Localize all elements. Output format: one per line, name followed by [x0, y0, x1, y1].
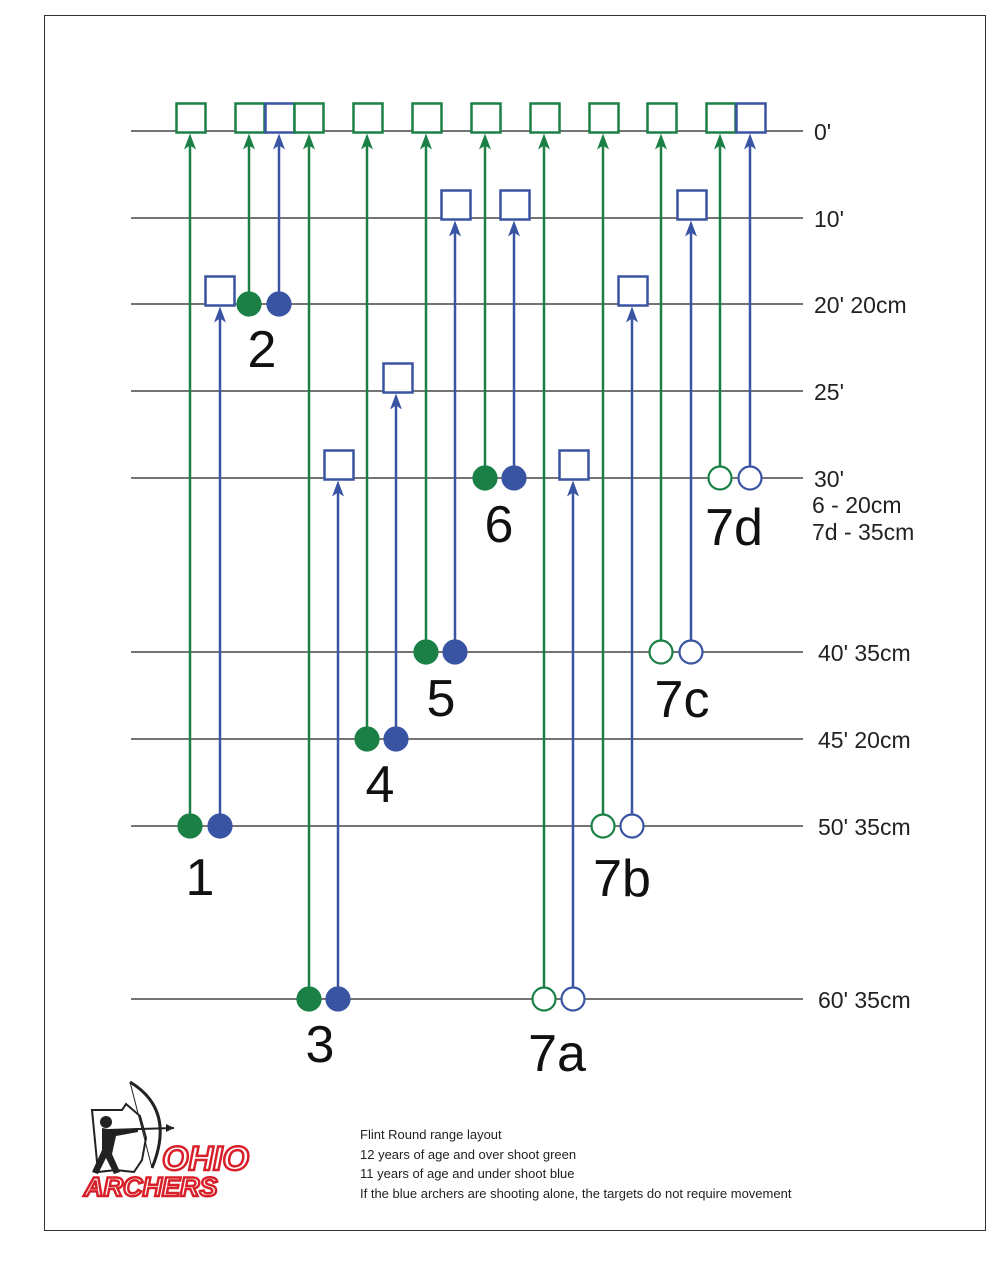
station-2-green-lane — [236, 104, 265, 316]
shooting-lanes — [177, 104, 766, 1011]
footer-notes — [360, 1125, 791, 1203]
station-7c-green-lane — [648, 104, 677, 664]
station-3-green-lane — [295, 104, 324, 1011]
footer-green-note: 12 years of age and over shoot green — [360, 1146, 577, 1162]
station-7b-green-lane-target — [590, 104, 619, 133]
station-5-blue-lane-target — [442, 191, 471, 220]
station-2-green-lane-stake — [238, 293, 261, 316]
station-7d-blue-lane — [737, 104, 766, 490]
station-labels — [186, 321, 763, 1083]
station-4-blue-lane — [384, 364, 413, 751]
station-3-blue-lane-target — [325, 451, 354, 480]
station-2-blue-lane-target — [266, 104, 295, 133]
station-5-green-lane — [413, 104, 442, 664]
station-6-green-lane-stake — [474, 467, 497, 490]
station-label-5: 5 — [426, 670, 456, 728]
logo-archers-text: ARCHERS — [84, 1172, 218, 1202]
station-6-blue-lane-stake — [503, 467, 526, 490]
station-7d-green-lane — [707, 104, 736, 490]
station-label-7b: 7b — [593, 850, 651, 908]
distance-label-20: 20' 20cm — [814, 292, 907, 318]
station-7d-green-lane-stake — [709, 467, 732, 490]
station-7a-blue-lane-stake — [562, 988, 585, 1011]
station-6-green-lane — [472, 104, 501, 490]
station-7c-green-lane-stake — [650, 641, 673, 664]
footer-movement-note: If the blue archers are shooting alone, the targets do not require movement — [360, 1185, 792, 1201]
station-1-blue-lane-target — [206, 277, 235, 306]
distance-label-30: 30' — [814, 466, 844, 492]
logo-ohio-text: OHIO — [162, 1140, 249, 1178]
station-label-4: 4 — [365, 756, 395, 814]
ohio-archers-logo — [78, 1076, 293, 1211]
station-7d-green-lane-target — [707, 104, 736, 133]
station-7a-blue-lane-target — [560, 451, 589, 480]
station-5-blue-lane — [442, 191, 471, 664]
station-label-6: 6 — [484, 496, 514, 554]
station-3-green-lane-stake — [298, 988, 321, 1011]
station-1-blue-lane-stake — [209, 815, 232, 838]
distance-label-10: 10' — [814, 206, 844, 232]
station-1-blue-lane — [206, 277, 235, 838]
station-7c-green-lane-target — [648, 104, 677, 133]
station-7c-blue-lane-stake — [680, 641, 703, 664]
distance-label-45: 45' 20cm — [818, 727, 911, 753]
station-5-green-lane-stake — [415, 641, 438, 664]
station-7a-blue-lane — [560, 451, 589, 1011]
station-6-blue-lane — [501, 191, 530, 490]
station-7c-blue-lane-target — [678, 191, 707, 220]
distance-label-0: 0' — [814, 119, 832, 145]
station-6-blue-lane-target — [501, 191, 530, 220]
station-1-green-lane-target — [177, 104, 206, 133]
station-5-blue-lane-stake — [444, 641, 467, 664]
station-label-2: 2 — [247, 321, 277, 379]
station-1-green-lane — [177, 104, 206, 838]
distance-label-25: 25' — [814, 379, 844, 405]
station-7b-green-lane — [590, 104, 619, 838]
station-7a-green-lane-stake — [533, 988, 556, 1011]
station-7a-green-lane — [531, 104, 560, 1011]
station-label-7d: 7d — [705, 499, 763, 557]
station-label-1: 1 — [185, 849, 215, 907]
station-3-blue-lane-stake — [327, 988, 350, 1011]
station-2-green-lane-target — [236, 104, 265, 133]
station-3-green-lane-target — [295, 104, 324, 133]
station-4-green-lane-stake — [356, 728, 379, 751]
station-7b-green-lane-stake — [592, 815, 615, 838]
distance-note-0: 6 - 20cm — [812, 492, 902, 518]
station-7b-blue-lane — [619, 277, 648, 838]
station-2-blue-lane-stake — [268, 293, 291, 316]
station-4-green-lane-target — [354, 104, 383, 133]
station-7b-blue-lane-stake — [621, 815, 644, 838]
station-3-blue-lane — [325, 451, 354, 1011]
distance-label-40: 40' 35cm — [818, 640, 911, 666]
station-4-blue-lane-target — [384, 364, 413, 393]
station-label-7a: 7a — [528, 1025, 586, 1083]
station-7d-blue-lane-stake — [739, 467, 762, 490]
footer-blue-note: 11 years of age and under shoot blue — [360, 1166, 575, 1181]
station-7c-blue-lane — [678, 191, 707, 664]
station-6-green-lane-target — [472, 104, 501, 133]
footer-title: Flint Round range layout — [360, 1127, 502, 1142]
station-7a-green-lane-target — [531, 104, 560, 133]
station-2-blue-lane — [266, 104, 295, 316]
station-1-green-lane-stake — [179, 815, 202, 838]
station-label-3: 3 — [305, 1016, 335, 1074]
distance-label-60: 60' 35cm — [818, 987, 911, 1013]
station-7d-blue-lane-target — [737, 104, 766, 133]
distance-note-1: 7d - 35cm — [812, 519, 915, 545]
station-5-green-lane-target — [413, 104, 442, 133]
station-7b-blue-lane-target — [619, 277, 648, 306]
station-label-7c: 7c — [654, 671, 710, 729]
distance-label-50: 50' 35cm — [818, 814, 911, 840]
station-4-green-lane — [354, 104, 383, 751]
station-4-blue-lane-stake — [385, 728, 408, 751]
